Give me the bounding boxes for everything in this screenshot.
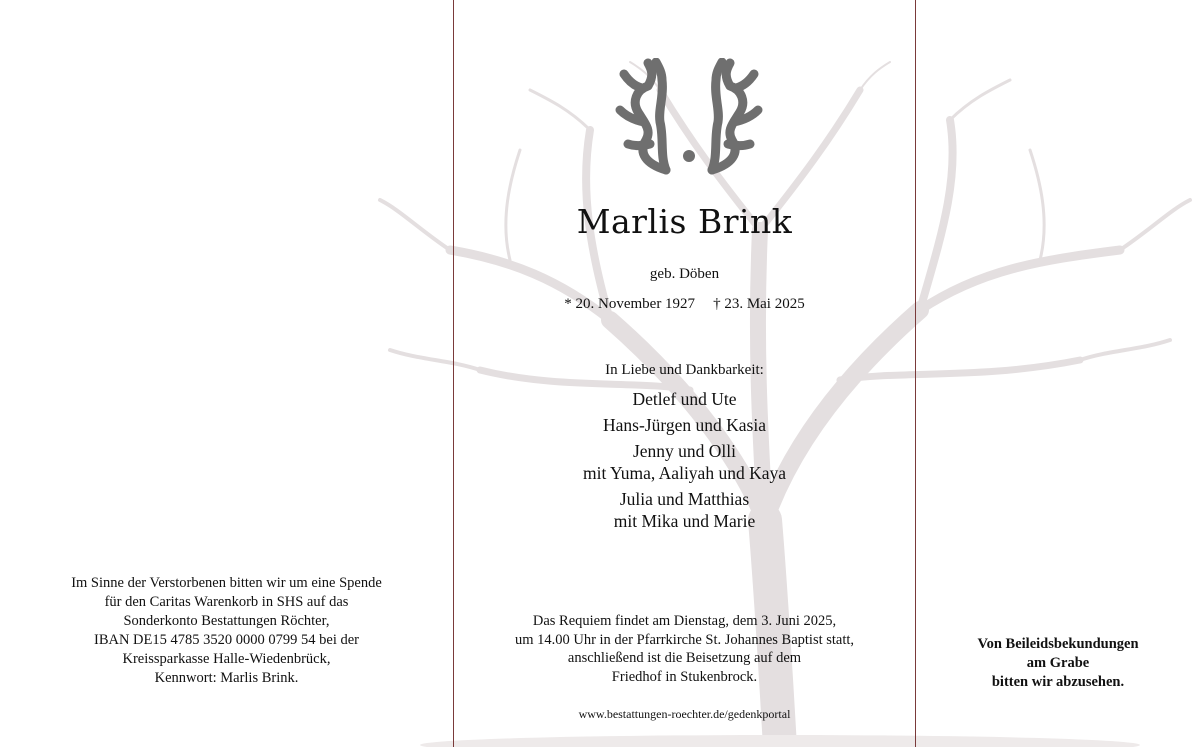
family-line: Jenny und Olli	[632, 441, 737, 461]
gratitude-intro: In Liebe und Dankbarkeit:	[605, 362, 764, 378]
requiem-notice	[454, 612, 915, 686]
family-line: Julia und Matthias	[619, 489, 750, 509]
deceased-name: Marlis Brink	[576, 202, 793, 241]
family-group	[454, 488, 915, 532]
donation-notice	[0, 574, 453, 688]
donation-line: Sonderkonto Bestattungen Röchter,	[123, 613, 330, 629]
requiem-line: anschließend ist die Beisetzung auf dem	[567, 650, 802, 666]
condolence-line: am Grabe	[1026, 655, 1090, 671]
family-line: Detlef und Ute	[632, 389, 737, 409]
family-group	[454, 414, 915, 436]
donation-line: IBAN DE15 4785 3520 0000 0799 54 bei der	[93, 632, 359, 648]
death-date: † 23. Mai 2025	[713, 296, 805, 312]
donation-line: Kennwort: Marlis Brink.	[154, 670, 299, 686]
requiem-line: Das Requiem findet am Dienstag, dem 3. Juni 2025,	[532, 613, 837, 629]
condolence-notice	[916, 635, 1200, 692]
family-line: mit Mika und Marie	[613, 511, 756, 531]
condolence-line: bitten wir abzusehen.	[991, 674, 1125, 690]
requiem-line: um 14.00 Uhr in der Pfarrkirche St. Johannes Baptist statt,	[514, 631, 855, 648]
family-group	[454, 388, 915, 410]
donation-line: Kreissparkasse Halle-Wiedenbrück,	[122, 651, 331, 667]
family-group	[454, 440, 915, 484]
family-line: mit Yuma, Aaliyah und Kaya	[583, 463, 786, 483]
life-dates	[454, 296, 915, 313]
antlers-dot-icon	[604, 58, 774, 182]
donation-line: Im Sinne der Verstorbenen bitten wir um eine Spende	[71, 575, 382, 591]
condolence-line: Von Beileidsbekundungen	[977, 636, 1139, 652]
birth-date: * 20. November 1927	[564, 296, 696, 312]
family-list	[454, 388, 915, 536]
requiem-line: Friedhof in Stukenbrock.	[611, 668, 758, 685]
family-line: Hans-Jürgen und Kasia	[603, 415, 766, 435]
donation-line: für den Caritas Warenkorb in SHS auf das	[104, 594, 349, 610]
maiden-name: geb. Döben	[649, 266, 720, 282]
memorial-portal-link[interactable]: www.bestattungen-roechter.de/gedenkportal	[578, 707, 791, 721]
